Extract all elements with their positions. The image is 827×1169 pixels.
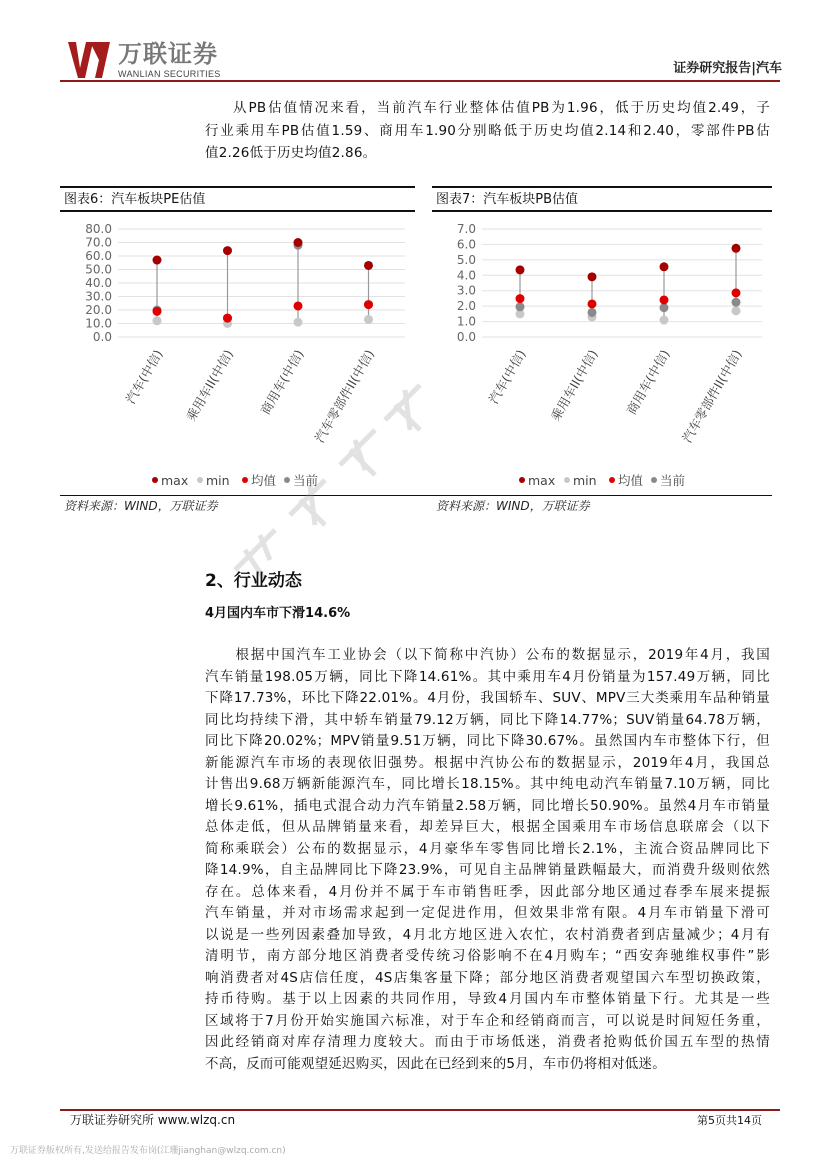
y-tick-label: 40.0 — [85, 276, 112, 290]
legend-marker — [242, 477, 248, 483]
x-tick-label: 商用车(中信) — [257, 347, 307, 418]
point-min — [153, 316, 162, 325]
subsection-heading: 4月国内车市下滑14.6% — [205, 606, 351, 621]
legend-marker — [564, 477, 570, 483]
chart-title: 图表6：汽车板块PE估值 — [60, 188, 415, 212]
legend-label: min — [206, 473, 230, 488]
y-tick-label: 7.0 — [456, 222, 476, 236]
y-tick-label: 70.0 — [85, 235, 112, 250]
text-line: 清明节，南方部分地区消费者受传统习俗影响不在4月购车；“西安奔驰维权事件”影 — [205, 948, 770, 964]
page-number: 第5页共14页 — [697, 1114, 762, 1127]
y-tick-label: 50.0 — [85, 262, 112, 277]
y-tick-label: 30.0 — [85, 289, 112, 304]
point-min — [294, 318, 303, 327]
point-max — [364, 261, 373, 270]
y-tick-label: 1.0 — [456, 314, 476, 329]
text-line: 降14.9%，自主品牌同比下降23.9%，可见自主品牌销量跌幅最大，而消费升级则依然 — [205, 862, 770, 878]
text-line: 响消费者对4S店信任度，4S店集客量下降；部分地区消费者观望国六车型切换政策， — [205, 969, 770, 986]
y-tick-label: 60.0 — [85, 249, 112, 263]
y-tick-label: 3.0 — [456, 283, 476, 298]
x-tick-label: 商用车(中信) — [623, 347, 673, 418]
point-当前 — [732, 298, 741, 307]
point-均值 — [364, 300, 373, 309]
legend-marker — [609, 477, 615, 483]
pb-chart — [432, 186, 772, 498]
point-max — [516, 265, 525, 274]
point-max — [223, 246, 232, 255]
text-line: 下降17.73%，环比下降22.01%。4月份，我国轿车、SUV、MPV三大类乘用车品种销量 — [205, 690, 770, 706]
text-line: 持币待购。基于以上因素的共同作用，导致4月国内车市整体销量下行。尤其是一些 — [205, 991, 770, 1007]
point-max — [153, 256, 162, 265]
text-line: 总体走低，但从品牌销量来看，却差异巨大，根据全国乘用车市场信息联席会（以下 — [205, 819, 770, 835]
y-tick-label: 2.0 — [456, 299, 476, 314]
point-均值 — [732, 288, 741, 297]
legend-marker — [519, 477, 525, 483]
intro-paragraph — [205, 97, 770, 165]
footer-institute: 万联证券研究所 www.wlzq.cn — [70, 1113, 236, 1127]
x-tick-label: 乘用车II(中信) — [183, 347, 237, 424]
y-tick-label: 10.0 — [85, 316, 112, 331]
text-line: 汽车销量，并对市场需求起到一定促进作用，但效果非常有限。4月车市销量下滑可 — [205, 905, 770, 921]
legend-label: min — [573, 473, 597, 488]
point-min — [660, 316, 669, 325]
logo-w-icon — [68, 42, 110, 78]
point-max — [732, 244, 741, 253]
text-line: 同比均持续下滑，其中轿车销量79.12万辆，同比下降14.77%；SUV销量64.78万辆， — [205, 711, 770, 728]
text-line: 简称乘联会）公布的数据显示，4月豪华车零售同比增长2.1%，主流合资品牌同比下 — [205, 840, 770, 857]
point-min — [732, 306, 741, 315]
text-line: 增长9.61%，插电式混合动力汽车销量2.58万辆，同比增长50.90%。虽然4月车市销量 — [205, 797, 770, 814]
legend-marker — [284, 477, 290, 483]
chart-bottom-rule — [60, 495, 772, 496]
point-均值 — [588, 299, 597, 308]
legend-marker — [152, 477, 158, 483]
x-tick-label: 汽车(中信) — [485, 347, 529, 407]
text-line: 汽车销量198.05万辆，同比下降14.61%。其中乘用车4月份销量为157.49万辆，同比 — [205, 668, 770, 685]
text-line: 区域将于7月份开始实施国六标准，对于车企和经销商而言，可以说是时间短任务重， — [205, 1012, 770, 1029]
point-均值 — [153, 307, 162, 316]
legend-label: max — [161, 473, 189, 488]
header-divider — [60, 80, 780, 82]
legend-label: 当前 — [660, 473, 686, 488]
body-paragraph — [205, 645, 770, 1075]
y-tick-label: 0.0 — [456, 330, 476, 344]
text-line: 同比下降20.02%；MPV销量9.51万辆，同比下降30.67%。虽然国内车市整体下行，但 — [205, 733, 770, 749]
chart-title: 图表7：汽车板块PB估值 — [432, 188, 772, 212]
text-line: 存在。总体来看，4月份并不属于车市销售旺季，因此部分地区通过春季车展来提振 — [205, 883, 770, 900]
report-type: 证券研究报告|汽车 — [673, 61, 782, 76]
copyright-notice: 万联证券版权所有,发送给报告发布岗(江珊jianghan@wlzq.com.cn) — [10, 1146, 286, 1156]
text-line: 行业乘用车PB估值1.59、商用车1.90分别略低于历史均值2.14和2.40，零部件PB估 — [205, 122, 770, 139]
x-tick-label: 汽车零部件II(中信) — [679, 347, 745, 446]
y-tick-label: 0.0 — [92, 330, 112, 344]
y-tick-label: 20.0 — [85, 303, 112, 317]
point-max — [660, 262, 669, 271]
text-line: 新能源汽车市场的表现依旧强势。根据中汽协公布的数据显示，2019年4月，我国总 — [205, 754, 770, 771]
point-当前 — [516, 302, 525, 311]
legend-label: 均值 — [251, 473, 277, 488]
point-均值 — [294, 301, 303, 310]
section-heading: 2、行业动态 — [205, 571, 302, 591]
point-min — [364, 315, 373, 324]
x-tick-label: 汽车(中信) — [122, 347, 166, 407]
pb-chart-plot — [432, 212, 772, 494]
y-tick-label: 5.0 — [456, 252, 476, 267]
x-tick-label: 汽车零部件II(中信) — [311, 347, 378, 446]
point-当前 — [588, 308, 597, 317]
point-均值 — [660, 295, 669, 304]
y-tick-label: 4.0 — [456, 268, 476, 283]
legend-marker — [651, 477, 657, 483]
text-line: 以说是一些列因素叠加导致，4月北方地区进入农忙，农村消费者到店量减少；4月有 — [205, 926, 770, 943]
footer-divider — [60, 1109, 780, 1111]
y-tick-label: 6.0 — [456, 237, 476, 252]
pe-chart-plot — [60, 212, 415, 494]
text-line: 根据中国汽车工业协会（以下简称中汽协）公布的数据显示，2019年4月，我国 — [205, 647, 770, 663]
point-max — [588, 272, 597, 281]
point-max — [294, 238, 303, 247]
logo-english: WANLIAN SECURITIES — [118, 69, 221, 79]
pe-chart — [60, 186, 415, 498]
legend-label: max — [528, 473, 556, 488]
logo-chinese: 万联证券 — [118, 40, 218, 68]
text-line: 因此经销商对库存清理力度较大。而由于市场低迷，消费者抢购低价国五车型的热情 — [205, 1034, 770, 1050]
legend-label: 当前 — [293, 473, 319, 488]
x-tick-label: 乘用车II(中信) — [547, 347, 601, 424]
point-当前 — [660, 303, 669, 312]
text-line: 值2.26低于历史均值2.86。 — [205, 145, 377, 161]
y-tick-label: 80.0 — [85, 222, 112, 236]
text-line: 从PB估值情况来看，当前汽车行业整体估值PB为1.96，低于历史均值2.49，子 — [233, 100, 770, 116]
legend-marker — [197, 477, 203, 483]
text-line: 计售出9.68万辆新能源汽车，同比增长18.15%。其中纯电动汽车销量7.10万辆，同比 — [205, 776, 770, 792]
text-line: 不高，反而可能观望延迟购买，因此在已经到来的5月，车市仍将相对低迷。 — [205, 1055, 666, 1072]
pb-chart-source: 资料来源：WIND，万联证券 — [436, 499, 590, 513]
legend-label: 均值 — [618, 473, 644, 488]
pe-chart-source: 资料来源：WIND，万联证券 — [64, 499, 218, 513]
point-均值 — [516, 294, 525, 303]
point-均值 — [223, 314, 232, 323]
